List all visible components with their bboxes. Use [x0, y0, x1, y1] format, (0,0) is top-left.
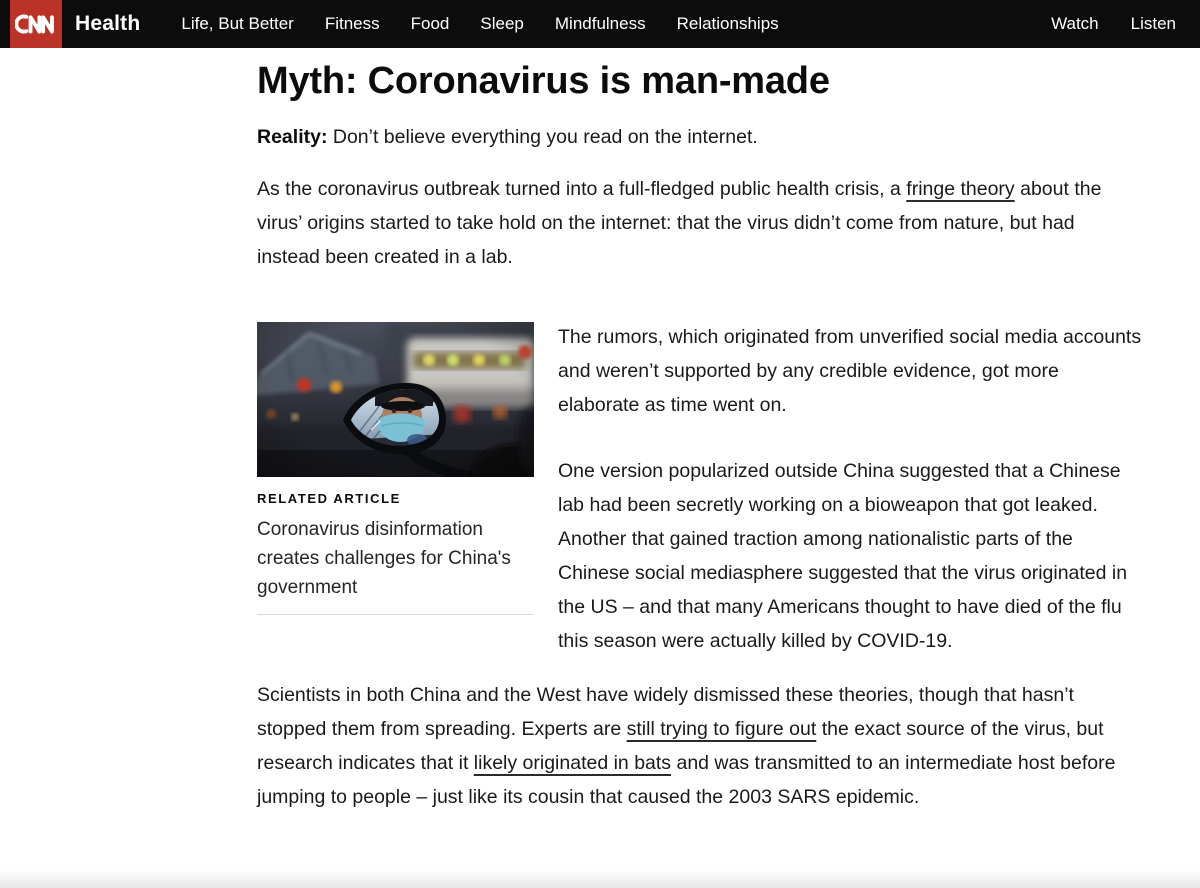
text-segment: the exact source of the virus, but research indicates that it: [257, 718, 1104, 774]
article-headline: Myth: Coronavirus is man-made: [257, 60, 830, 102]
inline-link[interactable]: still trying to figure out: [626, 718, 817, 740]
nav-item-relationships[interactable]: Relationships: [676, 14, 779, 33]
nav-right-links: [1051, 14, 1186, 34]
text-segment: One version popularized outside China suggested that a Chinese lab had been secretly working on a bioweapon that got leaked. Another that gained traction among nationalistic parts of the Chinese social mediasphere suggested that the virus originated in the US – and that many Americans thought to have died of the flu this season were actually killed by COVID-19.: [558, 460, 1128, 652]
reality-label: Reality:: [257, 126, 328, 148]
text-segment: As the coronavirus outbreak turned into a full-fledged public health crisis, a: [257, 178, 907, 200]
related-article-card[interactable]: [257, 322, 534, 615]
reality-line: [257, 122, 1142, 152]
inline-link[interactable]: likely originated in bats: [473, 752, 672, 774]
cnn-logo[interactable]: [10, 0, 62, 48]
text-segment: Scientists in both China and the West have widely dismissed these theories, though that hasn’t stopped them from spreading. Experts are: [257, 684, 1074, 740]
nav-item-watch[interactable]: Watch: [1051, 14, 1099, 33]
text-segment: and was transmitted to an intermediate host before jumping to people – just like its cousin that caused the 2003 SARS epidemic.: [257, 752, 1116, 808]
article-body: [257, 48, 1142, 814]
cnn-logo-icon: [15, 10, 57, 38]
inline-link[interactable]: fringe theory: [906, 178, 1015, 200]
text-segment: about the virus’ origins started to take hold on the internet: that the virus didn’t come from nature, but had instead been created in a lab.: [257, 178, 1102, 268]
nav-item-food[interactable]: Food: [410, 14, 450, 33]
next-section-edge: [0, 870, 1200, 888]
nav-item-sleep[interactable]: Sleep: [480, 14, 524, 33]
nav-item-mindfulness[interactable]: Mindfulness: [554, 14, 646, 33]
nav-item-fitness[interactable]: Fitness: [324, 14, 380, 33]
related-article-photo[interactable]: [257, 322, 534, 477]
primary-nav: [181, 14, 778, 34]
reality-text: Don’t believe everything you read on the internet.: [327, 126, 758, 148]
section-title-health[interactable]: Health: [75, 12, 141, 35]
top-nav: [0, 0, 1200, 48]
text-segment: The rumors, which originated from unverified social media accounts and weren’t supported by any credible evidence, got more elaborate as time went on.: [558, 326, 1142, 416]
related-article-title[interactable]: Coronavirus disinformation creates challenges for China's government: [257, 519, 511, 598]
wrap-section: [257, 320, 1142, 658]
related-article-kicker: RELATED ARTICLE: [257, 491, 401, 506]
paragraph-1: [257, 172, 1142, 274]
nav-item-life-but-better[interactable]: Life, But Better: [181, 14, 294, 33]
paragraph-4: [257, 678, 1142, 814]
photo-illustration: [257, 322, 534, 477]
nav-item-listen[interactable]: Listen: [1130, 14, 1176, 33]
